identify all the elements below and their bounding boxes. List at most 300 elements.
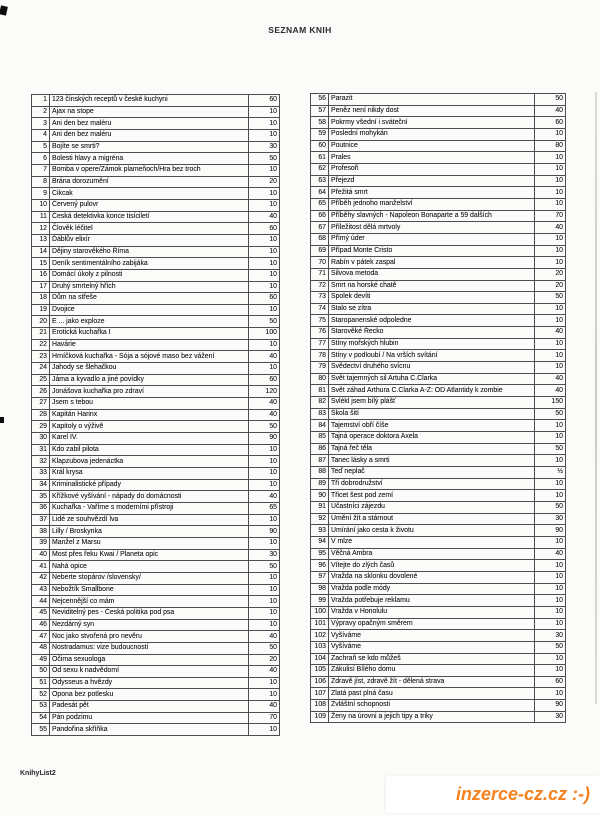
book-row [32,269,280,281]
book-price: 40 [249,631,280,643]
book-number: 7 [32,164,50,176]
book-number: 70 [311,257,329,269]
book-row [311,303,566,315]
book-title: Věčná Ambra [329,548,535,560]
book-title: Tři dobrodružství [329,478,535,490]
book-row [311,210,566,222]
book-number: 75 [311,315,329,327]
book-number: 81 [311,385,329,397]
book-row [32,164,280,176]
book-title: Zlatá past plná času [329,688,535,700]
book-title: Cikcak [50,188,249,200]
book-row [311,688,566,700]
book-price: 10 [249,456,280,468]
book-title: Svět záhad Arthura C.Clarka A-Z: OD Atlantidy k zombie [329,385,535,397]
book-number: 5 [32,141,50,153]
book-price: 10 [535,490,566,502]
book-number: 4 [32,129,50,141]
book-number: 40 [32,549,50,561]
book-price: 60 [249,374,280,386]
book-row [311,700,566,712]
book-row [32,188,280,200]
book-number: 53 [32,701,50,713]
book-price: 10 [535,163,566,175]
book-title: Zachraň se kdo můžeš [329,653,535,665]
book-row [311,350,566,362]
book-price: 10 [535,583,566,595]
book-price: 20 [535,280,566,292]
book-number: 18 [32,293,50,305]
book-row [311,630,566,642]
book-number: 37 [32,514,50,526]
book-number: 49 [32,654,50,666]
book-price: 10 [249,234,280,246]
book-title: Teď neplač [329,467,535,479]
book-number: 79 [311,362,329,374]
book-title: Vražda na sklonku dovolené [329,571,535,583]
book-title: Vražda potřebuje reklamu [329,595,535,607]
book-title: Vražda v Honolulu [329,606,535,618]
book-title: Pandořina skříňka [50,724,249,736]
book-price: 20 [249,654,280,666]
book-title: Pokrmy všední i sváteční [329,117,535,129]
book-row [32,176,280,188]
book-row [32,304,280,316]
book-title: Ani den bez maléru [50,118,249,130]
book-row [32,584,280,596]
book-price: 10 [535,128,566,140]
book-row [311,711,566,723]
book-title: Nezdárný syn [50,619,249,631]
book-row [311,560,566,572]
book-number: 27 [32,398,50,410]
book-number: 54 [32,712,50,724]
book-row [311,536,566,548]
book-row [311,490,566,502]
book-title: Nejcennější co mám [50,596,249,608]
book-row [311,163,566,175]
book-title: Svědectví druhého svícnu [329,362,535,374]
book-number: 76 [311,327,329,339]
book-price: 10 [535,478,566,490]
book-row [311,408,566,420]
book-title: Jahody se šlehačkou [50,363,249,375]
book-price: 10 [535,560,566,572]
book-row [32,398,280,410]
book-number: 36 [32,502,50,514]
book-number: 21 [32,328,50,340]
book-row [32,572,280,584]
book-row [311,595,566,607]
book-title: Tanec lásky a smrti [329,455,535,467]
book-price: 10 [249,572,280,584]
book-number: 59 [311,128,329,140]
book-row [311,268,566,280]
book-title: Kriminalistické případy [50,479,249,491]
book-row [32,234,280,246]
book-row [311,525,566,537]
book-number: 28 [32,409,50,421]
book-price: 10 [535,362,566,374]
book-title: V mlze [329,536,535,548]
book-number: 38 [32,526,50,538]
book-price: 90 [249,433,280,445]
book-row [311,222,566,234]
book-number: 31 [32,444,50,456]
book-title: Lilly / Broskynka [50,526,249,538]
book-title: Hrníčková kuchařka - Sója a sójové maso bez vážení [50,351,249,363]
book-row [32,491,280,503]
book-title: Opona bez potlesku [50,689,249,701]
book-title: E ... jako exploze [50,316,249,328]
book-price: 50 [535,408,566,420]
book-row [32,258,280,270]
book-price: 40 [535,548,566,560]
book-row [311,233,566,245]
book-title: Přejezd [329,175,535,187]
book-title: Vyšíváme [329,641,535,653]
book-price: 10 [535,455,566,467]
book-number: 78 [311,350,329,362]
book-row [311,257,566,269]
book-row [311,292,566,304]
sheet-name-label: KnihyList2 [20,770,56,777]
book-price: 10 [535,152,566,164]
book-row [32,514,280,526]
book-row [311,362,566,374]
book-price: 10 [249,339,280,351]
book-title: Zvláštní schopnosti [329,700,535,712]
book-row [32,561,280,573]
book-title: Vražda podle módy [329,583,535,595]
book-title: Dvojice [50,304,249,316]
book-price: 10 [535,303,566,315]
book-number: 45 [32,607,50,619]
book-number: 46 [32,619,50,631]
book-title: Přímý úder [329,233,535,245]
book-number: 101 [311,618,329,630]
book-number: 34 [32,479,50,491]
book-price: 10 [535,233,566,245]
book-row [32,724,280,736]
book-row [311,513,566,525]
book-number: 3 [32,118,50,130]
book-row [311,187,566,199]
book-row [311,606,566,618]
book-row [311,397,566,409]
book-price: 150 [535,397,566,409]
book-title: Domácí úkoly z pilnosti [50,269,249,281]
book-row [32,363,280,375]
book-row [32,118,280,130]
book-row [32,596,280,608]
book-row [311,571,566,583]
book-number: 80 [311,373,329,385]
book-row [311,432,566,444]
book-price: 90 [249,526,280,538]
book-title: Staropanenské odpoledne [329,315,535,327]
book-price: 90 [535,525,566,537]
book-row [311,653,566,665]
book-number: 58 [311,117,329,129]
book-title: Tajemství obří číše [329,420,535,432]
book-title: Král krysa [50,468,249,480]
book-title: Tajná řeč těla [329,443,535,455]
book-title: Rabín v pátek zaspal [329,257,535,269]
book-price: 40 [249,491,280,503]
book-row [311,245,566,257]
book-title: Svlékl jsem bílý plášť [329,397,535,409]
book-list-table-left [31,94,280,736]
book-price: 50 [535,292,566,304]
book-title: Druhý smrtelný hřích [50,281,249,293]
book-title: Neberte stopárov /slovensky/ [50,572,249,584]
book-price: 60 [535,676,566,688]
book-price: 10 [535,338,566,350]
book-row [32,293,280,305]
book-number: 71 [311,268,329,280]
book-price: 40 [249,398,280,410]
book-price: 10 [249,304,280,316]
book-price: 10 [249,514,280,526]
book-price: 10 [249,129,280,141]
book-number: 50 [32,666,50,678]
book-title: Bolesti hlavy a migréna [50,153,249,165]
book-title: Zákulisí Bílého domu [329,665,535,677]
book-price: 30 [249,549,280,561]
book-number: 96 [311,560,329,572]
book-price: 10 [535,432,566,444]
book-title: Česká detektivka konce tisíciletí [50,211,249,223]
book-price: 30 [535,513,566,525]
book-number: 25 [32,374,50,386]
book-title: Poutnice [329,140,535,152]
book-number: 67 [311,222,329,234]
book-number: 10 [32,199,50,211]
scan-artifact [0,417,4,423]
book-title: Přežitá smrt [329,187,535,199]
book-title: Bojíte se smrti? [50,141,249,153]
book-row [32,223,280,235]
book-number: 23 [32,351,50,363]
book-price: 40 [249,666,280,678]
book-row [311,501,566,513]
book-number: 43 [32,584,50,596]
book-price: 10 [249,584,280,596]
book-number: 69 [311,245,329,257]
book-number: 86 [311,443,329,455]
book-row [311,478,566,490]
book-price: 50 [535,94,566,106]
book-number: 83 [311,408,329,420]
book-number: 60 [311,140,329,152]
book-number: 24 [32,363,50,375]
book-row [32,537,280,549]
book-number: 74 [311,303,329,315]
book-price: 10 [249,689,280,701]
book-title: Deník sentimentálního zabijáka [50,258,249,270]
book-row [311,665,566,677]
book-price: 10 [535,606,566,618]
book-row [32,106,280,118]
book-price: 10 [535,257,566,269]
book-price: 10 [535,198,566,210]
book-row [32,153,280,165]
book-number: 55 [32,724,50,736]
book-row [32,339,280,351]
book-price: 40 [535,222,566,234]
book-number: 98 [311,583,329,595]
book-price: 10 [249,106,280,118]
book-row [311,315,566,327]
book-row [32,95,280,107]
book-title: Peněz není nikdy dost [329,105,535,117]
book-row [32,211,280,223]
book-number: 51 [32,677,50,689]
book-price: 50 [249,642,280,654]
book-title: Křížkové vyšívání - nápady do domácnosti [50,491,249,503]
book-row [311,467,566,479]
book-title: Stíny v podloubí / Na vrších svítání [329,350,535,362]
book-title: Kapitán Harinx [50,409,249,421]
book-row [311,385,566,397]
book-title: Tajná operace doktora Axela [329,432,535,444]
book-row [32,689,280,701]
book-row [32,468,280,480]
book-row [311,280,566,292]
book-number: 1 [32,95,50,107]
book-title: Očima sexuologa [50,654,249,666]
book-row [311,618,566,630]
book-number: 47 [32,631,50,643]
book-row [311,373,566,385]
book-price: 40 [535,105,566,117]
book-price: 10 [249,724,280,736]
book-price: 10 [249,188,280,200]
book-title: Ani den bez maléru [50,129,249,141]
book-number: 84 [311,420,329,432]
book-price: 80 [535,140,566,152]
book-price: 10 [535,315,566,327]
book-number: 90 [311,490,329,502]
book-row [311,198,566,210]
book-number: 108 [311,700,329,712]
book-row [32,701,280,713]
book-title: Člověk léčitel [50,223,249,235]
book-number: 17 [32,281,50,293]
book-title: Zdravě jíst, zdravě žít - dělená strava [329,676,535,688]
book-row [32,246,280,258]
book-title: Kdo zabil pilota [50,444,249,456]
book-title: Ajax na stope [50,106,249,118]
book-title: Dějiny starověkého Říma [50,246,249,258]
book-number: 44 [32,596,50,608]
book-row [32,712,280,724]
book-price: 50 [535,641,566,653]
book-title: Most přes řeku Kwai / Planeta opic [50,549,249,561]
scan-artifact [595,92,597,704]
book-price: 10 [535,595,566,607]
book-number: 41 [32,561,50,573]
book-number: 57 [311,105,329,117]
book-title: Červený pulovr [50,199,249,211]
book-number: 106 [311,676,329,688]
book-number: 9 [32,188,50,200]
book-number: 85 [311,432,329,444]
book-row [32,433,280,445]
book-title: Neviditelný pes - Česká politika pod psa [50,607,249,619]
book-number: 109 [311,711,329,723]
book-row [311,175,566,187]
book-title: Škola šití [329,408,535,420]
book-title: Stíny mořských hlubin [329,338,535,350]
book-title: Poslední mohykán [329,128,535,140]
book-row [32,421,280,433]
book-number: 6 [32,153,50,165]
book-price: 40 [249,211,280,223]
book-price: 40 [249,701,280,713]
book-title: Vítejte do zlých časů [329,560,535,572]
book-title: Třicet šest pod zemí [329,490,535,502]
book-price: 70 [535,210,566,222]
book-price: 40 [535,385,566,397]
book-price: 120 [249,386,280,398]
book-price: 10 [249,596,280,608]
book-row [32,479,280,491]
book-number: 102 [311,630,329,642]
book-price: 40 [249,351,280,363]
book-price: 50 [535,501,566,513]
book-price: 10 [249,118,280,130]
book-title: Nahá opice [50,561,249,573]
book-title: Umírání jako cesta k životu [329,525,535,537]
book-number: 30 [32,433,50,445]
book-row [311,455,566,467]
book-price: 10 [535,245,566,257]
book-title: 123 čínských receptů v české kuchyni [50,95,249,107]
watermark-box [386,776,600,813]
book-price: 10 [249,281,280,293]
book-number: 68 [311,233,329,245]
book-price: 20 [249,176,280,188]
book-price: 30 [535,711,566,723]
book-row [311,105,566,117]
book-title: Karel IV. [50,433,249,445]
book-number: 33 [32,468,50,480]
book-number: 29 [32,421,50,433]
book-list-table-right [310,93,566,723]
book-price: 50 [249,153,280,165]
book-price: 60 [249,95,280,107]
book-number: 20 [32,316,50,328]
book-title: Bomba v opere/Zámok plameňoch/Hra bez troch [50,164,249,176]
book-number: 66 [311,210,329,222]
book-row [311,548,566,560]
book-price: 50 [249,421,280,433]
book-title: Nostradamus: vize budoucnosti [50,642,249,654]
book-number: 104 [311,653,329,665]
book-number: 61 [311,152,329,164]
book-price: 10 [249,246,280,258]
book-row [311,443,566,455]
book-price: 10 [535,536,566,548]
book-title: Manžel z Marsu [50,537,249,549]
book-number: 26 [32,386,50,398]
book-title: Havárie [50,339,249,351]
book-row [32,409,280,421]
book-price: 70 [249,712,280,724]
book-number: 97 [311,571,329,583]
